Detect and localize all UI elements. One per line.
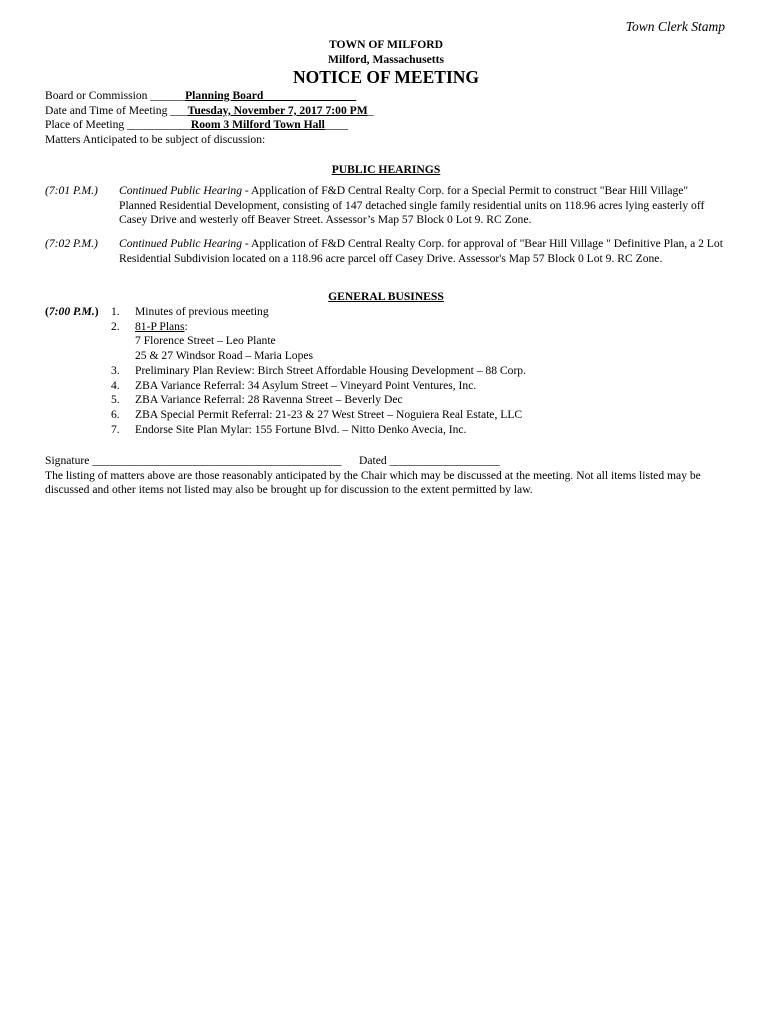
item-text: Preliminary Plan Review: Birch Street Affordable Housing Development – 88 Corp. xyxy=(135,363,527,377)
general-business-heading: GENERAL BUSINESS xyxy=(328,290,444,303)
general-business-time xyxy=(45,305,99,320)
item-number: 2. xyxy=(111,319,120,333)
town-clerk-stamp-label: Town Clerk Stamp xyxy=(625,19,725,34)
matters-line: Matters Anticipated to be subject of discussion: xyxy=(45,133,266,147)
page-title: NOTICE OF MEETING xyxy=(292,67,480,87)
hearing-time: (7:02 P.M.) xyxy=(45,237,98,250)
list-item xyxy=(111,393,711,408)
time-close-paren: ) xyxy=(94,305,99,318)
time-value: 7:00 P.M. xyxy=(48,305,95,318)
item-number: 3. xyxy=(111,363,120,377)
item-number: 7. xyxy=(111,422,120,436)
hearing-time: (7:01 P.M.) xyxy=(45,184,98,197)
signature-line xyxy=(45,454,727,469)
list-item xyxy=(111,305,711,320)
item-text: Minutes of previous meeting xyxy=(135,305,269,318)
item-text: ZBA Variance Referral: 28 Ravenna Street – Beverly Dec xyxy=(135,393,403,407)
document-header xyxy=(45,38,727,67)
list-item xyxy=(111,364,711,379)
place-tail: ____ xyxy=(324,118,349,132)
public-hearings-heading: PUBLIC HEARINGS xyxy=(331,163,441,176)
hearing-description xyxy=(119,237,725,266)
date-value: Tuesday, November 7, 2017 7:00 PM xyxy=(187,103,368,117)
item-number: 1. xyxy=(111,305,120,318)
disclaimer-note: The listing of matters above are those reasonably anticipated by the Chair which may be discussed at the meeting. Not all items listed may be discussed and other items not listed may also be brought up for discussion to the extent permitted by law. xyxy=(45,468,701,497)
hearing-lead: Continued Public Hearing xyxy=(119,184,243,197)
list-item xyxy=(111,379,711,394)
town-name: TOWN OF MILFORD xyxy=(328,38,443,51)
town-location: Milford, Massachusetts xyxy=(328,52,444,66)
hearing-text: - Application of F&D Central Realty Corp. for approval of "Bear Hill Village " Definitive Plan, a 2 Lot Residential Subdivision located on a 118.96 acre parcel off Casey Drive. Assessor's Map 57 Block 0 Lot 9. RC Zone. xyxy=(119,237,723,265)
date-label: Date and Time of Meeting ___ xyxy=(45,103,188,117)
item-text: ZBA Variance Referral: 34 Asylum Street – Vineyard Point Ventures, Inc. xyxy=(135,378,477,392)
hearing-lead: Continued Public Hearing xyxy=(119,237,243,250)
list-item xyxy=(111,423,711,438)
board-line xyxy=(45,89,727,104)
general-business-list xyxy=(111,305,711,437)
item-number: 5. xyxy=(111,393,120,407)
meeting-details xyxy=(45,89,727,148)
item-text: ZBA Special Permit Referral: 21-23 & 27 West Street – Noguiera Real Estate, LLC xyxy=(135,407,523,421)
list-item xyxy=(111,408,711,423)
hearing-description xyxy=(119,184,725,228)
item-label: 81-P Plans xyxy=(135,319,185,333)
place-line xyxy=(45,118,727,133)
date-line xyxy=(45,104,727,119)
list-item xyxy=(111,320,711,364)
sub-item: 7 Florence Street – Leo Plante xyxy=(135,334,276,348)
item-number: 6. xyxy=(111,407,120,421)
board-label: Board or Commission ______ xyxy=(45,89,186,102)
item-text: Endorse Site Plan Mylar: 155 Fortune Blvd. – Nitto Denko Avecia, Inc. xyxy=(135,422,467,436)
place-value: Room 3 Milford Town Hall xyxy=(190,118,325,132)
signature-label: Signature ___________________________________________ xyxy=(45,454,342,467)
sub-item: 25 & 27 Windsor Road – Maria Lopes xyxy=(135,349,314,363)
place-label: Place of Meeting ___________ xyxy=(45,118,191,132)
board-tail: ________________ xyxy=(263,89,357,102)
date-tail: _ xyxy=(367,103,374,117)
hearing-text: - Application of F&D Central Realty Corp. for a Special Permit to construct "Bear Hill Village" Planned Residential Development, consisting of 147 detached single family residential units on 118.96 acres lying easterly off Casey Drive and westerly off Beaver Street. Assessor’s Map 57 Block 0 Lot 9. RC Zone. xyxy=(119,184,705,227)
item-label-colon: : xyxy=(184,319,188,333)
signature-section xyxy=(45,454,727,498)
item-number: 4. xyxy=(111,378,120,392)
dated-label: Dated ___________________ xyxy=(359,454,500,467)
board-value: Planning Board xyxy=(185,89,264,102)
time-open-paren: ( xyxy=(45,305,49,318)
